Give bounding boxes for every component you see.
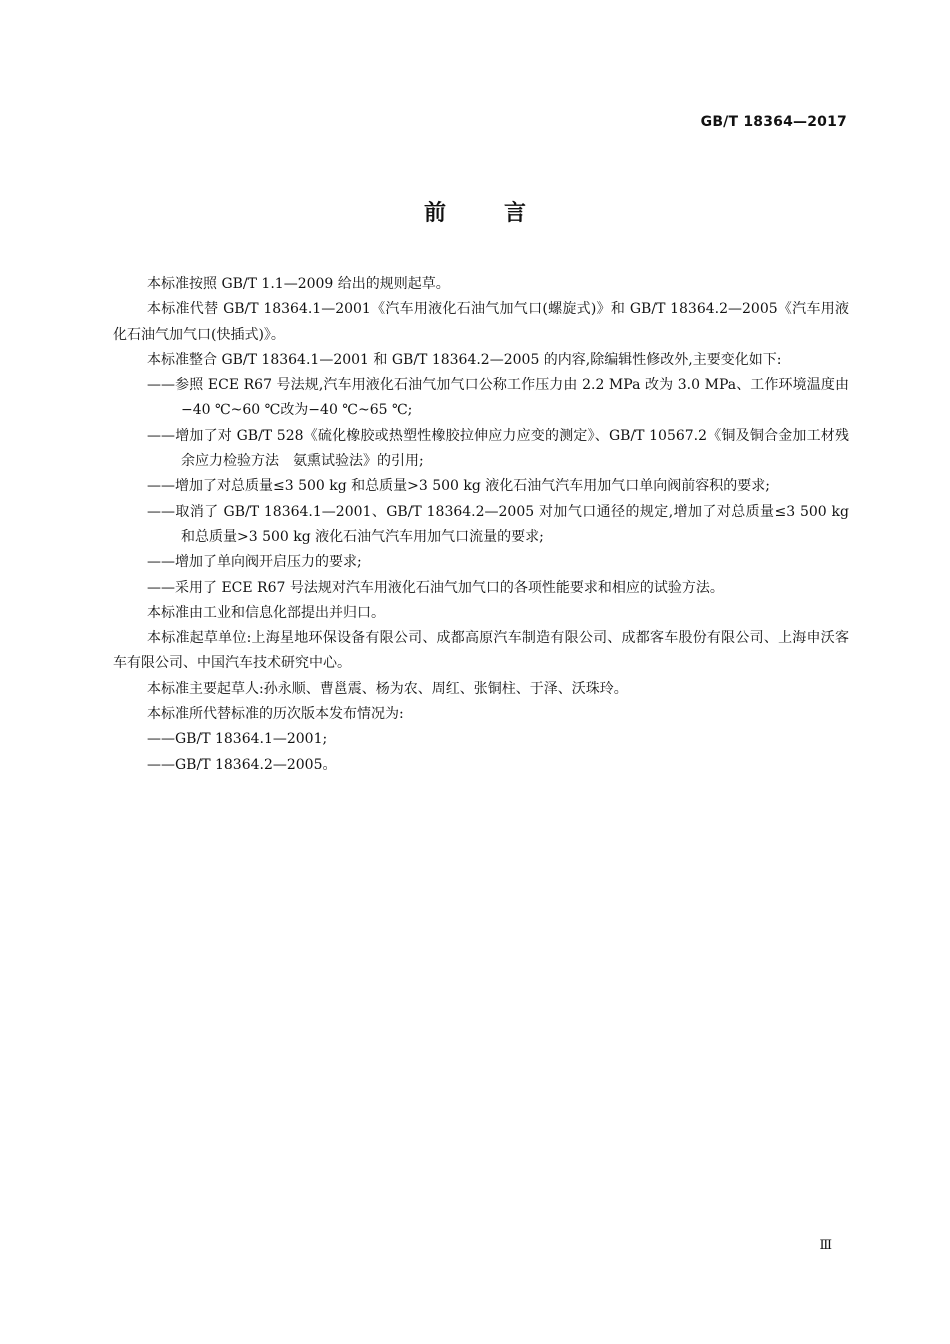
- change-item: ——取消了 GB/T 18364.1—2001、GB/T 18364.2—2005 对加气口通径的规定,增加了对总质量≤3 500 kg和总质量>3 500 kg 液化石油气汽车用加气口流量的要求;: [147, 503, 849, 545]
- paragraph-history-intro: 本标准所代替标准的历次版本发布情况为:: [147, 706, 404, 723]
- history-item: ——GB/T 18364.2—2005。: [147, 756, 337, 773]
- change-item: ——增加了对 GB/T 528《硫化橡胶或热塑性橡胶拉伸应力应变的测定》、GB/T 10567.2《铜及铜合金加工材残余应力检验方法 氨熏试验法》的引用;: [147, 427, 849, 470]
- standard-number: GB/T 18364—2017: [700, 114, 847, 130]
- page-title: 前言: [423, 201, 584, 226]
- change-item: ——增加了单向阀开启压力的要求;: [147, 554, 362, 571]
- change-item: ——增加了对总质量≤3 500 kg 和总质量>3 500 kg 液化石油气汽车用加气口单向阀前容积的要求;: [147, 478, 771, 495]
- paragraph-drafting-rules: 本标准按照 GB/T 1.1—2009 给出的规则起草。: [147, 276, 450, 292]
- paragraph-drafters: 本标准主要起草人:孙永顺、曹邕震、杨为农、周红、张铜柱、于泽、沃珠玲。: [147, 680, 628, 697]
- paragraph-replaces: 本标准代替 GB/T 18364.1—2001《汽车用液化石油气加气口(螺旋式)》和 GB/T 18364.2—2005《汽车用液化石油气加气口(快插式)》。: [113, 301, 849, 343]
- foreword-body: [113, 272, 849, 778]
- paragraph-main-changes: 本标准整合 GB/T 18364.1—2001 和 GB/T 18364.2—2005 的内容,除编辑性修改外,主要变化如下:: [147, 351, 782, 368]
- paragraph-drafting-units: 本标准起草单位:上海星地环保设备有限公司、成都高原汽车制造有限公司、成都客车股份有限公司、上海申沃客车有限公司、中国汽车技术研究中心。: [113, 630, 849, 672]
- change-item: ——采用了 ECE R67 号法规对汽车用液化石油气加气口的各项性能要求和相应的试验方法。: [147, 579, 724, 596]
- history-item: ——GB/T 18364.1—2001;: [147, 731, 328, 748]
- change-item: ——参照 ECE R67 号法规,汽车用液化石油气加气口公称工作压力由 2.2 MPa 改为 3.0 MPa、工作环境温度由−40 ℃~60 ℃改为−40 ℃~65 ℃;: [147, 377, 849, 419]
- page-number: Ⅲ: [819, 1238, 832, 1253]
- paragraph-proposer: 本标准由工业和信息化部提出并归口。: [147, 604, 385, 621]
